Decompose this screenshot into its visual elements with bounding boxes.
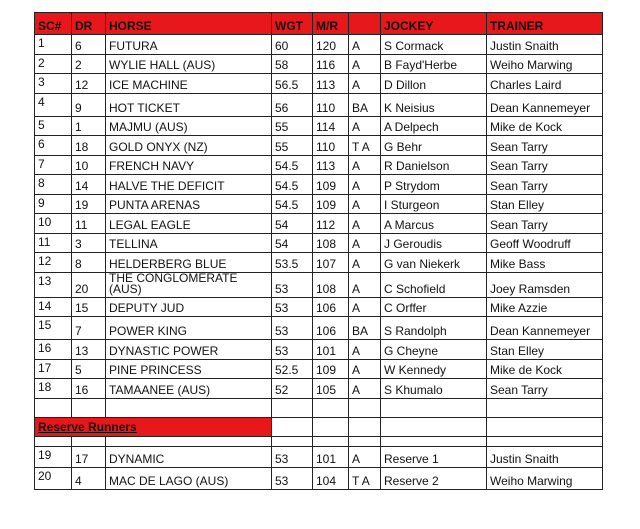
- cell-jockey: G Behr: [381, 136, 487, 156]
- cell-eq: A: [349, 54, 381, 74]
- cell-dr: 16: [72, 379, 106, 399]
- cell-sc: 11: [35, 233, 72, 253]
- cell-trainer: Weiho Marwing: [487, 468, 603, 490]
- cell-horse: MAJMU (AUS): [106, 116, 272, 136]
- cell-jockey: C Schofield: [381, 272, 487, 297]
- cell-dr: 13: [72, 340, 106, 360]
- cell-jockey: S Khumalo: [381, 379, 487, 399]
- runner-row: [35, 155, 603, 175]
- cell-horse: DYNAMIC: [106, 446, 272, 468]
- cell-mr: 120: [313, 35, 349, 55]
- cell-dr: 9: [72, 93, 106, 116]
- cell-dr: 15: [72, 297, 106, 317]
- header-mr: M/R: [313, 13, 349, 35]
- cell-mr: 109: [313, 194, 349, 214]
- runner-row: [35, 297, 603, 317]
- runner-row: [35, 340, 603, 360]
- cell-mr: 109: [313, 175, 349, 195]
- cell-trainer: Sean Tarry: [487, 155, 603, 175]
- cell-dr: 10: [72, 155, 106, 175]
- cell-horse: GOLD ONYX (NZ): [106, 136, 272, 156]
- cell-horse: DEPUTY JUD: [106, 297, 272, 317]
- blank-cell: [72, 436, 106, 446]
- cell-wgt: 53: [272, 446, 313, 468]
- blank-cell: [313, 417, 349, 436]
- cell-mr: 114: [313, 116, 349, 136]
- cell-sc: 8: [35, 175, 72, 195]
- runner-row: [35, 194, 603, 214]
- cell-sc: 20: [35, 468, 72, 490]
- cell-trainer: Mike de Kock: [487, 116, 603, 136]
- cell-sc: 15: [35, 317, 72, 340]
- cell-dr: 1: [72, 116, 106, 136]
- runner-row: [35, 93, 603, 116]
- cell-horse: TAMAANEE (AUS): [106, 379, 272, 399]
- cell-horse: THE CONGLOMERATE (AUS): [106, 272, 272, 297]
- cell-dr: 14: [72, 175, 106, 195]
- cell-eq: A: [349, 214, 381, 234]
- blank-cell: [35, 398, 72, 417]
- cell-mr: 101: [313, 340, 349, 360]
- cell-mr: 106: [313, 317, 349, 340]
- runner-row: [35, 35, 603, 55]
- runner-row: [35, 136, 603, 156]
- cell-trainer: Stan Elley: [487, 194, 603, 214]
- blank-cell: [381, 436, 487, 446]
- cell-jockey: A Marcus: [381, 214, 487, 234]
- cell-trainer: Geoff Woodruff: [487, 233, 603, 253]
- cell-dr: 3: [72, 233, 106, 253]
- cell-sc: 6: [35, 136, 72, 156]
- cell-eq: A: [349, 272, 381, 297]
- reserve-runners-header: [35, 417, 603, 436]
- header-horse: HORSE: [106, 13, 272, 35]
- cell-wgt: 52.5: [272, 359, 313, 379]
- cell-eq: A: [349, 359, 381, 379]
- cell-sc: 17: [35, 359, 72, 379]
- blank-cell: [381, 398, 487, 417]
- reserve-row: [35, 446, 603, 468]
- cell-mr: 110: [313, 93, 349, 116]
- cell-trainer: Sean Tarry: [487, 175, 603, 195]
- cell-eq: A: [349, 74, 381, 94]
- cell-eq: A: [349, 194, 381, 214]
- header-jockey: JOCKEY: [381, 13, 487, 35]
- cell-horse: HOT TICKET: [106, 93, 272, 116]
- cell-sc: 19: [35, 446, 72, 468]
- cell-mr: 112: [313, 214, 349, 234]
- cell-trainer: Mike Bass: [487, 253, 603, 273]
- cell-wgt: 55: [272, 116, 313, 136]
- cell-jockey: S Cormack: [381, 35, 487, 55]
- cell-sc: 7: [35, 155, 72, 175]
- header-trainer: TRAINER: [487, 13, 603, 35]
- cell-mr: 105: [313, 379, 349, 399]
- cell-wgt: 53: [272, 272, 313, 297]
- cell-wgt: 56: [272, 93, 313, 116]
- cell-mr: 113: [313, 155, 349, 175]
- cell-mr: 113: [313, 74, 349, 94]
- cell-wgt: 53.5: [272, 253, 313, 273]
- cell-jockey: Reserve 1: [381, 446, 487, 468]
- cell-eq: A: [349, 340, 381, 360]
- reserve-runners-label: Reserve Runners: [35, 417, 272, 436]
- blank-cell: [381, 417, 487, 436]
- cell-wgt: 54.5: [272, 194, 313, 214]
- cell-dr: 11: [72, 214, 106, 234]
- cell-trainer: Joey Ramsden: [487, 272, 603, 297]
- race-card: [34, 12, 603, 490]
- cell-eq: A: [349, 35, 381, 55]
- cell-horse: FUTURA: [106, 35, 272, 55]
- cell-trainer: Mike de Kock: [487, 359, 603, 379]
- cell-sc: 3: [35, 74, 72, 94]
- blank-cell: [349, 417, 381, 436]
- cell-dr: 2: [72, 54, 106, 74]
- blank-cell: [487, 398, 603, 417]
- cell-horse: TELLINA: [106, 233, 272, 253]
- runner-row: [35, 54, 603, 74]
- cell-wgt: 54.5: [272, 155, 313, 175]
- cell-eq: T A: [349, 136, 381, 156]
- cell-horse: ICE MACHINE: [106, 74, 272, 94]
- cell-trainer: Sean Tarry: [487, 214, 603, 234]
- cell-eq: BA: [349, 93, 381, 116]
- cell-wgt: 53: [272, 317, 313, 340]
- runner-row: [35, 359, 603, 379]
- cell-horse: MAC DE LAGO (AUS): [106, 468, 272, 490]
- cell-wgt: 55: [272, 136, 313, 156]
- cell-jockey: I Sturgeon: [381, 194, 487, 214]
- cell-sc: 2: [35, 54, 72, 74]
- cell-jockey: D Dillon: [381, 74, 487, 94]
- cell-wgt: 56.5: [272, 74, 313, 94]
- cell-trainer: Stan Elley: [487, 340, 603, 360]
- cell-eq: A: [349, 175, 381, 195]
- cell-jockey: C Orffer: [381, 297, 487, 317]
- header-wgt: WGT: [272, 13, 313, 35]
- runner-row: [35, 116, 603, 136]
- header-sc: SC#: [35, 13, 72, 35]
- cell-wgt: 52: [272, 379, 313, 399]
- cell-dr: 20: [72, 272, 106, 297]
- blank-cell: [487, 436, 603, 446]
- cell-wgt: 54: [272, 214, 313, 234]
- cell-sc: 9: [35, 194, 72, 214]
- cell-horse: WYLIE HALL (AUS): [106, 54, 272, 74]
- cell-eq: BA: [349, 317, 381, 340]
- cell-dr: 8: [72, 253, 106, 273]
- cell-dr: 5: [72, 359, 106, 379]
- cell-jockey: P Strydom: [381, 175, 487, 195]
- cell-trainer: Sean Tarry: [487, 136, 603, 156]
- cell-horse: POWER KING: [106, 317, 272, 340]
- cell-wgt: 54.5: [272, 175, 313, 195]
- cell-horse: PUNTA ARENAS: [106, 194, 272, 214]
- cell-mr: 109: [313, 359, 349, 379]
- runner-row: [35, 74, 603, 94]
- cell-mr: 101: [313, 446, 349, 468]
- cell-mr: 106: [313, 297, 349, 317]
- cell-dr: 17: [72, 446, 106, 468]
- cell-horse: HALVE THE DEFICIT: [106, 175, 272, 195]
- blank-cell: [349, 436, 381, 446]
- cell-jockey: S Randolph: [381, 317, 487, 340]
- cell-eq: T A: [349, 468, 381, 490]
- cell-trainer: Justin Snaith: [487, 446, 603, 468]
- cell-trainer: Mike Azzie: [487, 297, 603, 317]
- cell-trainer: Sean Tarry: [487, 379, 603, 399]
- cell-horse: LEGAL EAGLE: [106, 214, 272, 234]
- cell-jockey: G van Niekerk: [381, 253, 487, 273]
- cell-mr: 107: [313, 253, 349, 273]
- cell-jockey: K Neisius: [381, 93, 487, 116]
- blank-cell: [106, 436, 272, 446]
- cell-eq: A: [349, 233, 381, 253]
- cell-dr: 4: [72, 468, 106, 490]
- cell-eq: A: [349, 297, 381, 317]
- header-row: [35, 13, 603, 35]
- cell-eq: A: [349, 155, 381, 175]
- cell-trainer: Justin Snaith: [487, 35, 603, 55]
- runner-row: [35, 214, 603, 234]
- cell-sc: 4: [35, 93, 72, 116]
- cell-mr: 104: [313, 468, 349, 490]
- cell-wgt: 53: [272, 468, 313, 490]
- cell-horse: PINE PRINCESS: [106, 359, 272, 379]
- cell-eq: A: [349, 116, 381, 136]
- cell-trainer: Dean Kannemeyer: [487, 93, 603, 116]
- cell-sc: 18: [35, 379, 72, 399]
- blank-cell: [106, 398, 272, 417]
- runner-row: [35, 272, 603, 297]
- runner-row: [35, 379, 603, 399]
- cell-trainer: Dean Kannemeyer: [487, 317, 603, 340]
- cell-eq: A: [349, 253, 381, 273]
- runner-row: [35, 317, 603, 340]
- cell-sc: 5: [35, 116, 72, 136]
- cell-horse: FRENCH NAVY: [106, 155, 272, 175]
- cell-jockey: Reserve 2: [381, 468, 487, 490]
- header-dr: DR: [72, 13, 106, 35]
- cell-trainer: Charles Laird: [487, 74, 603, 94]
- blank-cell: [313, 436, 349, 446]
- cell-wgt: 58: [272, 54, 313, 74]
- cell-mr: 110: [313, 136, 349, 156]
- spacer-row: [35, 436, 603, 446]
- cell-trainer: Weiho Marwing: [487, 54, 603, 74]
- blank-cell: [487, 417, 603, 436]
- cell-dr: 6: [72, 35, 106, 55]
- cell-dr: 18: [72, 136, 106, 156]
- cell-jockey: A Delpech: [381, 116, 487, 136]
- cell-sc: 10: [35, 214, 72, 234]
- cell-sc: 1: [35, 35, 72, 55]
- cell-wgt: 54: [272, 233, 313, 253]
- cell-dr: 19: [72, 194, 106, 214]
- blank-cell: [272, 398, 313, 417]
- cell-mr: 108: [313, 233, 349, 253]
- cell-jockey: R Danielson: [381, 155, 487, 175]
- runners-table: [34, 12, 603, 490]
- cell-sc: 14: [35, 297, 72, 317]
- cell-wgt: 53: [272, 340, 313, 360]
- reserve-row: [35, 468, 603, 490]
- blank-cell: [349, 398, 381, 417]
- cell-jockey: W Kennedy: [381, 359, 487, 379]
- blank-cell: [272, 436, 313, 446]
- cell-sc: 12: [35, 253, 72, 273]
- blank-cell: [72, 398, 106, 417]
- blank-cell: [35, 436, 72, 446]
- blank-cell: [313, 398, 349, 417]
- header-equipment: [349, 13, 381, 35]
- cell-horse: DYNASTIC POWER: [106, 340, 272, 360]
- cell-wgt: 60: [272, 35, 313, 55]
- cell-wgt: 53: [272, 297, 313, 317]
- cell-mr: 116: [313, 54, 349, 74]
- cell-sc: 13: [35, 272, 72, 297]
- runner-row: [35, 253, 603, 273]
- cell-eq: A: [349, 379, 381, 399]
- runner-row: [35, 175, 603, 195]
- runner-row: [35, 233, 603, 253]
- cell-mr: 108: [313, 272, 349, 297]
- cell-eq: A: [349, 446, 381, 468]
- cell-dr: 7: [72, 317, 106, 340]
- blank-cell: [272, 417, 313, 436]
- cell-dr: 12: [72, 74, 106, 94]
- cell-jockey: B Fayd'Herbe: [381, 54, 487, 74]
- cell-jockey: G Cheyne: [381, 340, 487, 360]
- cell-horse: HELDERBERG BLUE: [106, 253, 272, 273]
- cell-jockey: J Geroudis: [381, 233, 487, 253]
- blank-row: [35, 398, 603, 417]
- cell-sc: 16: [35, 340, 72, 360]
